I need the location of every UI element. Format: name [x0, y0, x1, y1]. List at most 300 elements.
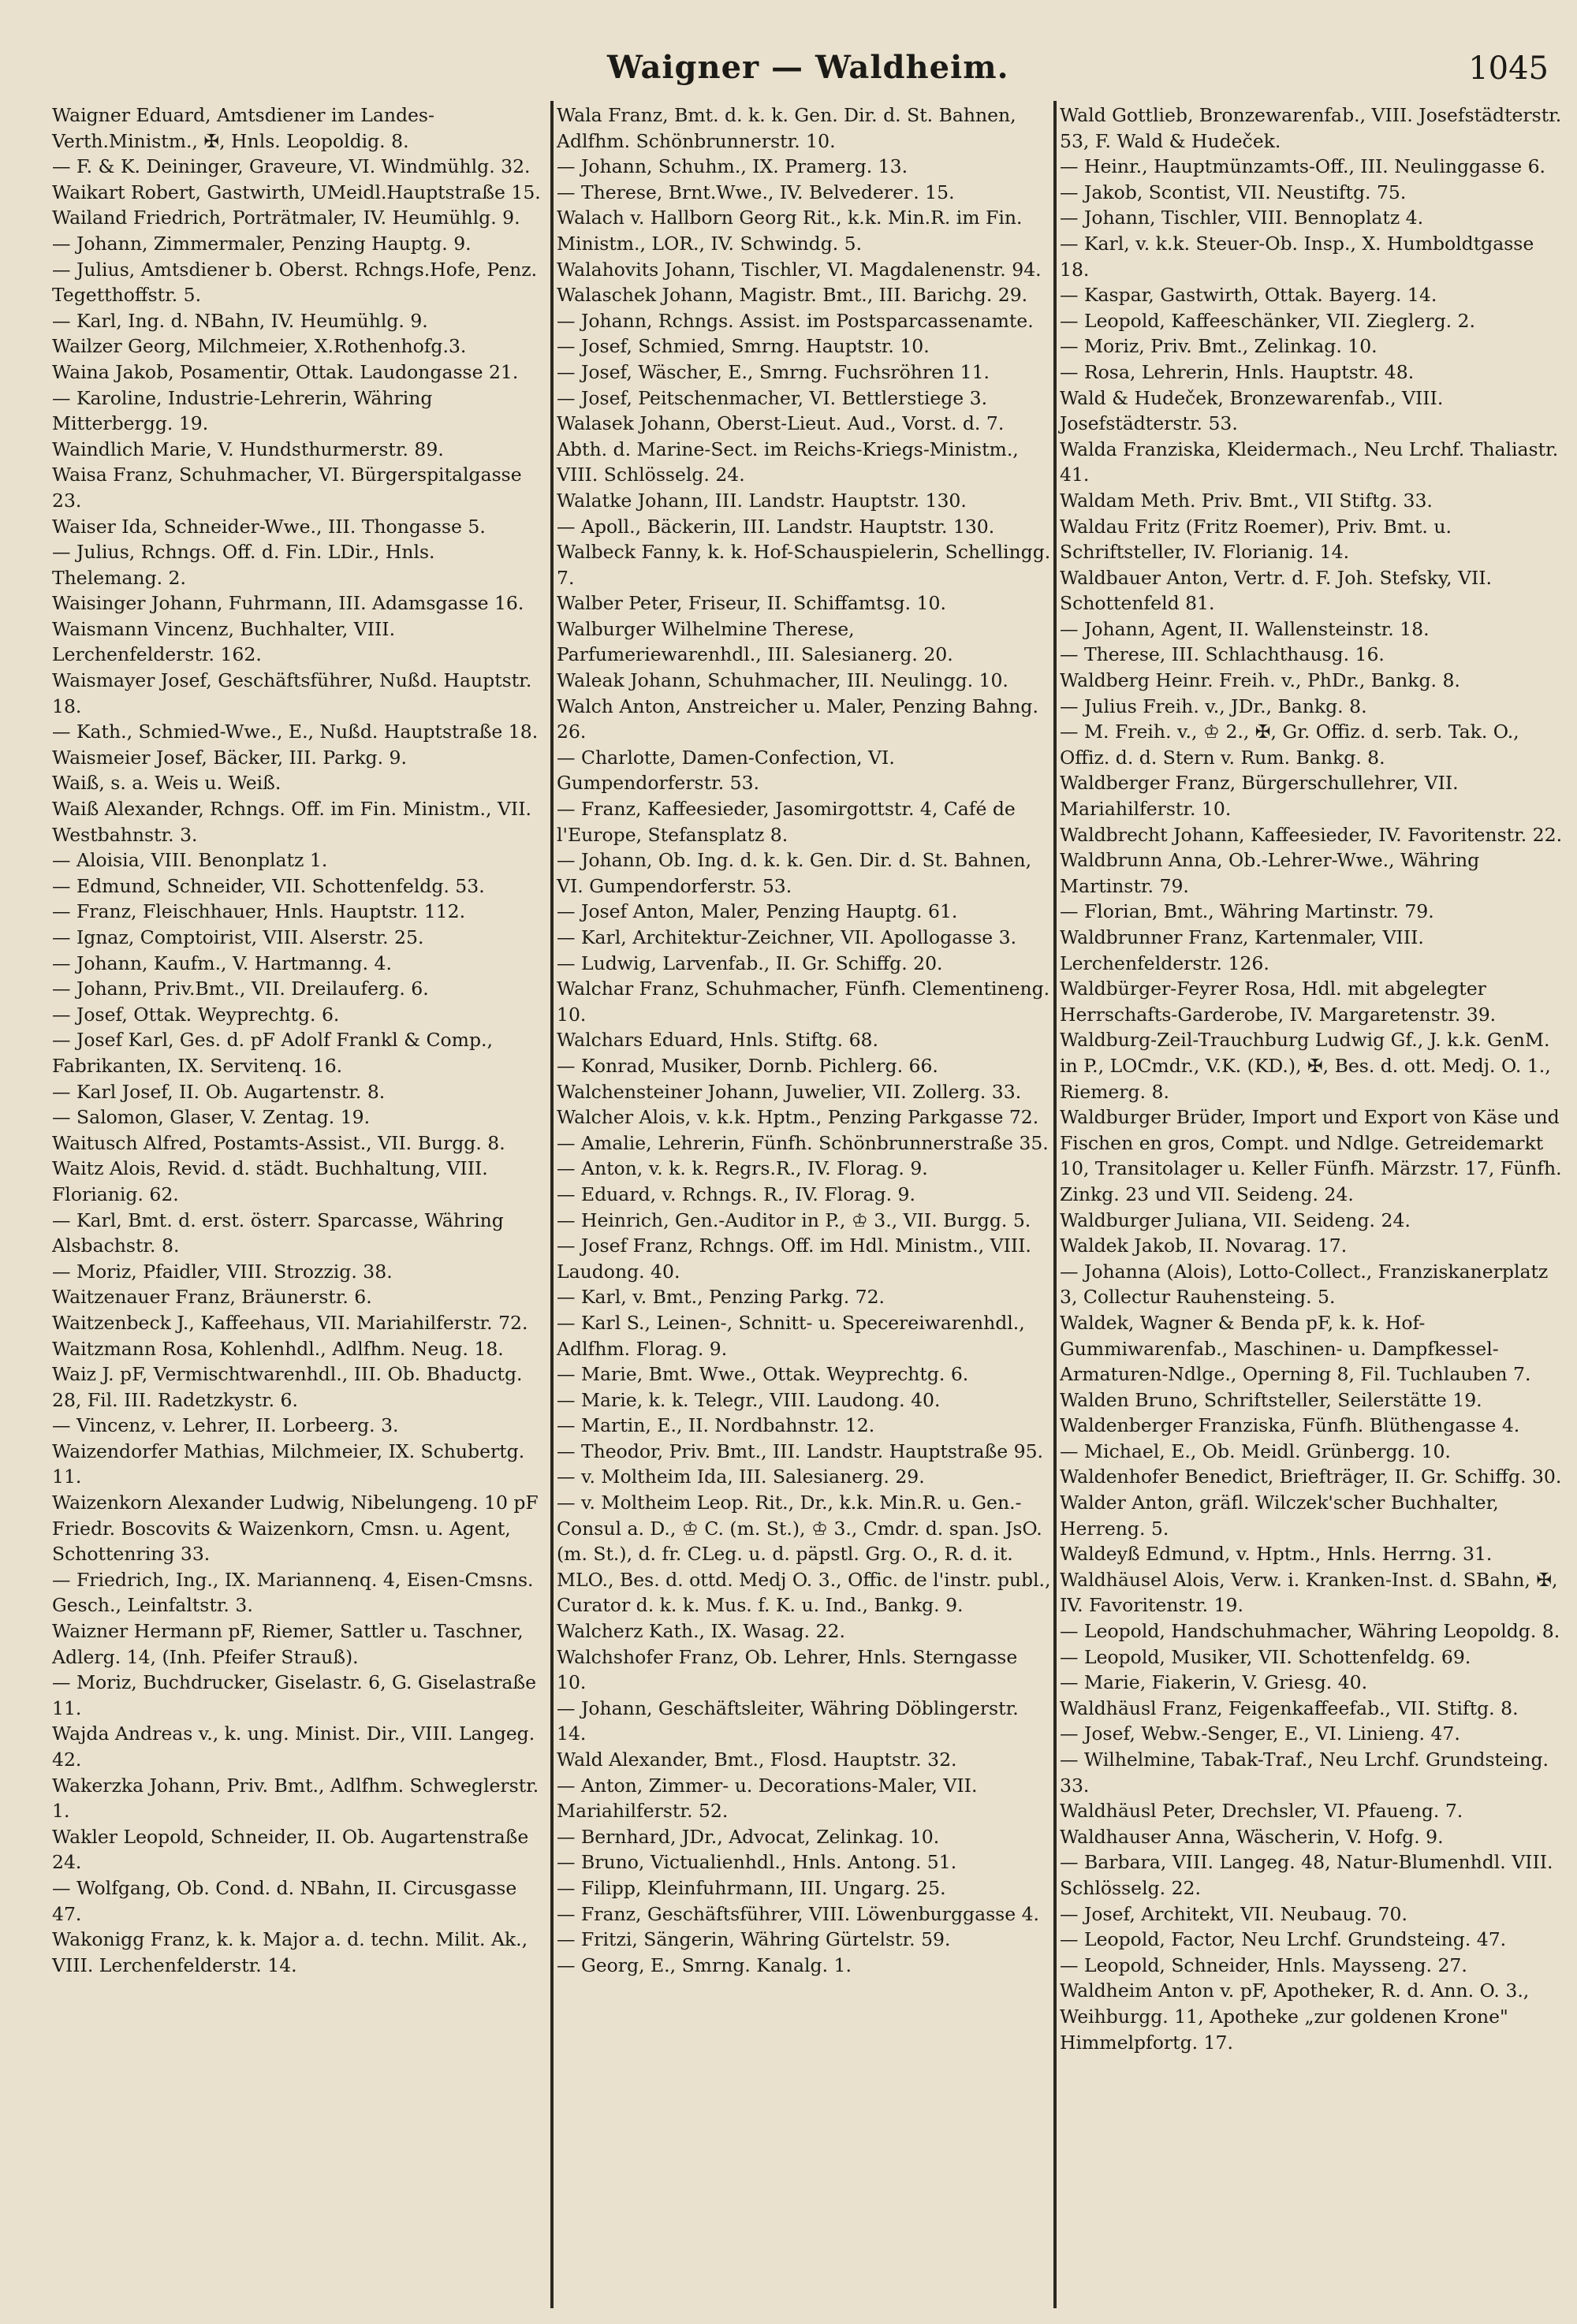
directory-entry [557, 154, 1052, 180]
entry-text: Walbeck Fanny, k. k. Hof-Schauspielerin, Schellingg. 7. [557, 541, 1057, 589]
directory-entry [557, 282, 1052, 308]
directory-entry [557, 590, 1052, 616]
directory-entry [52, 1875, 550, 1927]
directory-entry [52, 102, 550, 154]
entry-text: — Therese, Brnt.Wwe., IV. Belvederег. 15. [557, 181, 955, 203]
entry-text: — Johann, Tischler, VIII. Bennoplatz 4. [1060, 207, 1424, 229]
directory-entry [52, 1027, 550, 1078]
entry-text: — Moriz, Pfaidler, VIII. Strozzig. 38. [52, 1260, 393, 1283]
entry-text: — Martin, E., II. Nordbahnstr. 12. [557, 1414, 875, 1437]
column-divider [1053, 101, 1057, 2308]
entry-text: Waldhauser Anna, Wäscherin, V. Hofg. 9. [1060, 1825, 1444, 1848]
directory-entry [557, 1233, 1052, 1284]
directory-entry [557, 1104, 1052, 1130]
directory-entry [1060, 1901, 1568, 1927]
entry-text: — Filipp, Kleinfuhrmann, III. Ungarg. 25. [557, 1876, 946, 1899]
directory-entry [52, 925, 550, 951]
directory-entry [1060, 925, 1568, 976]
entry-text: Waisa Franz, Schuhmacher, VI. Bürgerspitalgasse 23. [52, 464, 528, 512]
entry-text: — Anton, v. k. k. Regrs.R., IV. Florag. 9. [557, 1157, 928, 1180]
directory-entry [52, 1002, 550, 1028]
directory-entry [1060, 1413, 1568, 1439]
entry-text: — Konrad, Musiker, Dornb. Pichlerg. 66. [557, 1054, 938, 1077]
entry-text: — Ludwig, Larvenfab., II. Gr. Schiffg. 20. [557, 952, 943, 974]
entry-text: — v. Moltheim Leop. Rit., Dr., k.k. Min.R. u. Gen.-Consul a. D., ♔ C. (m. St.), ♔ 3., Cmdr. d. span. JsO. (m. St.), d. fr. CLeg. u. d. päpstl. Grg. O., R. d. it. MLO., Bes. d. ottd. Medj O. 3., Offic. de l'instr. publ., Curator d. k. k. Mus. f. K. u. Ind., Bankg. 9. [557, 1492, 1057, 1617]
directory-entry [1060, 1208, 1568, 1234]
entry-text: — Fritzi, Sängerin, Währing Gürtelstr. 59. [557, 1928, 951, 1951]
entry-text: Waizner Hermann pF, Riemer, Sattler u. Taschner, Adlerg. 14, (Inh. Pfeifer Strauß). [52, 1620, 530, 1668]
directory-entry [52, 1284, 550, 1310]
entry-text: — Johann, Priv.Bmt., VII. Dreilauferg. 6. [52, 978, 429, 1000]
directory-entry [52, 1670, 550, 1721]
entry-text: Waisinger Johann, Fuhrmann, III. Adamsgasse 16. [52, 592, 524, 615]
entry-text: — Jakob, Scontist, VII. Neustiftg. 75. [1060, 181, 1407, 203]
entry-text: — Karl, v. k.k. Steuer-Ob. Insp., X. Humboldtgasse 18. [1060, 232, 1540, 281]
directory-entry [557, 668, 1052, 694]
directory-entry [557, 1284, 1052, 1310]
entry-text: Waitzenbeck J., Kaffeehaus, VII. Mariahilferstr. 72. [52, 1311, 528, 1334]
entry-text: Waldeyß Edmund, v. Hptm., Hnls. Herrng. 31. [1060, 1543, 1493, 1566]
entry-text: Wakonigg Franz, k. k. Major a. d. techn. Milit. Ak., VIII. Lerchenfelderstr. 14. [52, 1928, 534, 1976]
directory-entry [52, 1361, 550, 1413]
directory-entry [52, 333, 550, 359]
entry-text: — Johann, Agent, II. Wallensteinstr. 18. [1060, 617, 1430, 640]
directory-entry [557, 539, 1057, 590]
directory-entry [1060, 1490, 1568, 1541]
entry-text: — Josef Anton, Maler, Penzing Hauptg. 61. [557, 900, 958, 923]
directory-entry [557, 925, 1052, 951]
entry-text: — Leopold, Handschuhmacher, Währing Leopoldg. 8. [1060, 1620, 1560, 1643]
entry-text: — Leopold, Kaffeeschänker, VII. Zieglerg. 2. [1060, 309, 1475, 332]
entry-text: — Karl, Ing. d. NBahn, IV. Heumühlg. 9. [52, 309, 428, 332]
entry-text: — Wolfgang, Ob. Cond. d. NBahn, II. Circusgasse 47. [52, 1876, 523, 1925]
entry-text: Wailzer Georg, Milchmeier, X.Rothenhofg.3. [52, 335, 467, 358]
entry-text: — Leopold, Schneider, Hnls. Maysseng. 27. [1060, 1953, 1467, 1976]
entry-text: Walcher Alois, v. k.k. Hptm., Penzing Parkgasse 72. [557, 1106, 1039, 1129]
entry-text: — Johann, Ob. Ing. d. k. k. Gen. Dir. d. St. Bahnen, VI. Gumpendorferstr. 53. [557, 849, 1038, 897]
entry-text: — Josef, Peitschenmacher, VI. Bettlerstiege 3. [557, 386, 988, 409]
entry-text: — Julius, Rchngs. Off. d. Fin. LDir., Hnls. Thelemang. 2. [52, 541, 441, 589]
directory-entry [52, 359, 550, 385]
entry-text: Walcherz Kath., IX. Wasag. 22. [557, 1620, 845, 1643]
directory-entry [557, 1824, 1052, 1850]
entry-text: — v. Moltheim Ida, III. Salesianerg. 29. [557, 1466, 925, 1488]
entry-text: Waldhäusel Alois, Verw. i. Kranken-Inst. d. SBahn, ✠, IV. Favoritenstr. 19. [1060, 1568, 1564, 1617]
page-number: 1045 [1468, 50, 1549, 87]
entry-text: Walatke Johann, III. Landstr. Hauptstr. 130. [557, 489, 967, 512]
entry-text: Wajda Andreas v., k. ung. Minist. Dir., VIII. Langeg. 42. [52, 1723, 541, 1771]
entry-text: — Michael, E., Ob. Meidl. Grünbergg. 10. [1060, 1439, 1451, 1462]
entry-text: — Leopold, Musiker, VII. Schottenfeldg. 69. [1060, 1645, 1471, 1668]
directory-entry [1060, 770, 1568, 821]
directory-entry [557, 1387, 1052, 1413]
entry-text: — Karoline, Industrie-Lehrerin, Währing Mitterbergg. 19. [52, 386, 438, 435]
entry-text: Waldam Meth. Priv. Bmt., VII Stiftg. 33. [1060, 489, 1433, 512]
entry-text: — Moriz, Priv. Bmt., Zelinkag. 10. [1060, 335, 1378, 358]
entry-text: Waldheim Anton v. pF, Apotheker, R. d. Ann. O. 3., Weihburgg. 11, Apotheke „zur goldenen Krone" Himmelpfortg. 17. [1060, 1979, 1535, 2054]
directory-entry [52, 1618, 550, 1670]
directory-entry [1060, 616, 1568, 642]
directory-entry [52, 847, 550, 873]
entry-text: Walder Anton, gräfl. Wilczek'scher Buchhalter, Herreng. 5. [1060, 1492, 1505, 1540]
entry-text: Wald Gottlieb, Bronzewarenfab., VIII. Josefstädterstr. 53, F. Wald & Hudeček. [1060, 104, 1568, 152]
directory-entry [557, 1464, 1052, 1490]
entry-text: Waismeier Josef, Bäcker, III. Parkg. 9. [52, 746, 407, 769]
directory-entry [1060, 488, 1568, 514]
directory-entry [1060, 180, 1568, 206]
entry-text: Waldberger Franz, Bürgerschullehrer, VII. Mariahilferstr. 10. [1060, 772, 1465, 821]
entry-text: — Franz, Fleischhauer, Hnls. Hauptstr. 112. [52, 900, 466, 923]
entry-text: Walchensteiner Johann, Juwelier, VII. Zollerg. 33. [557, 1080, 1022, 1103]
entry-text: — Josef, Webw.-Senger, E., VI. Linieng. 47. [1060, 1723, 1460, 1745]
entry-text: — Aloisia, VIII. Benonplatz 1. [52, 849, 328, 872]
running-title: Waigner — Waldheim. [607, 49, 1009, 86]
directory-entry [1060, 1439, 1568, 1465]
directory-entry [1060, 1849, 1568, 1901]
entry-text: Waldbrunner Franz, Kartenmaler, VIII. Lerchenfelderstr. 126. [1060, 926, 1430, 974]
entry-text: Walburger Wilhelmine Therese, Parfumeriewarenhdl., III. Salesianerg. 20. [557, 617, 953, 666]
directory-entry [557, 1618, 1052, 1644]
directory-entry [1060, 1696, 1568, 1722]
entry-text: — Bernhard, JDr., Advocat, Zelinkag. 10. [557, 1825, 940, 1848]
directory-entry [52, 1130, 550, 1156]
entry-text: — Josef, Wäscher, E., Smrng. Fuchsröhren 11. [557, 360, 990, 383]
entry-text: — Karl, Bmt. d. erst. österr. Sparcasse, Währing Alsbachstr. 8. [52, 1209, 510, 1257]
directory-entry [557, 1027, 1052, 1053]
entry-text: — Johann, Zimmermaler, Penzing Hauptg. 9. [52, 232, 472, 255]
directory-entry [52, 1413, 550, 1439]
entry-text: Waldhäusl Franz, Feigenkaffeefab., VII. Stiftg. 8. [1060, 1696, 1519, 1719]
directory-entry [557, 694, 1052, 745]
directory-entry [1060, 1541, 1568, 1567]
entry-text: Waitzenauer Franz, Bräunerstr. 6. [52, 1286, 372, 1309]
directory-entry [557, 1875, 1052, 1901]
directory-entry [1060, 1567, 1568, 1618]
entry-text: — Bruno, Victualienhdl., Hnls. Antong. 51. [557, 1851, 957, 1874]
entry-text: Wakerzka Johann, Priv. Bmt., Adlfhm. Schweglerstr. 1. [52, 1774, 545, 1823]
entry-text: — Charlotte, Damen-Confection, VI. Gumpendorferstr. 53. [557, 746, 901, 795]
entry-text: Waindlich Marie, V. Hundsthurmerstr. 89. [52, 438, 444, 460]
column-3 [1060, 102, 1568, 2310]
directory-entry [52, 180, 550, 206]
directory-entry [557, 1773, 1052, 1824]
entry-text: Waldenberger Franziska, Fünfh. Blüthengasse 4. [1060, 1414, 1520, 1437]
directory-entry [52, 462, 550, 513]
directory-entry [52, 514, 550, 540]
entry-text: Waiß Alexander, Rchngs. Off. im Fin. Ministm., VII. Westbahnstr. 3. [52, 798, 538, 846]
entry-text: — Josef, Architekt, VII. Neubaug. 70. [1060, 1902, 1407, 1925]
directory-entry [52, 1156, 550, 1207]
directory-entry [52, 745, 550, 771]
column-divider [550, 101, 554, 2308]
entry-text: — Karl S., Leinen-, Schnitt- u. Specereiwarenhdl., Adlfhm. Florag. 9. [557, 1311, 1031, 1360]
directory-entry [557, 257, 1052, 283]
entry-text: — Marie, k. k. Telegr., VIII. Laudong. 40. [557, 1388, 941, 1411]
directory-entry [1060, 1721, 1568, 1747]
entry-text: Wailand Friedrich, Porträtmaler, IV. Heumühlg. 9. [52, 207, 520, 229]
entry-text: — Theodor, Priv. Bmt., III. Landstr. Hauptstraße 95. [557, 1439, 1044, 1462]
directory-entry [557, 1079, 1052, 1105]
entry-text: — Barbara, VIII. Langeg. 48, Natur-Blumenhdl. VIII. Schlösselg. 22. [1060, 1851, 1559, 1899]
directory-entry [1060, 565, 1568, 616]
directory-entry [1060, 694, 1568, 720]
directory-entry [1060, 1310, 1568, 1387]
entry-text: Wald & Hudeček, Bronzewarenfab., VIII. Josefstädterstr. 53. [1060, 386, 1449, 435]
column-2 [557, 102, 1057, 2310]
entry-text: Waikart Robert, Gastwirth, UMeidl.Hauptstraße 15. [52, 181, 541, 203]
directory-entry [1060, 1747, 1568, 1798]
entry-text: — Rosa, Lehrerin, Hnls. Hauptstr. 48. [1060, 360, 1415, 383]
entry-text: Waizenkorn Alexander Ludwig, Nibelungeng. 10 pF Friedr. Boscovits & Waizenkorn, Cmsn. u. Agent, Schottenring 33. [52, 1492, 545, 1566]
entry-text: Waismann Vincenz, Buchhalter, VIII. Lerchenfelderstr. 162. [52, 617, 401, 666]
entry-text: — M. Freih. v., ♔ 2., ✠, Gr. Offiz. d. serb. Tak. O., Offiz. d. d. Stern v. Rum. Bankg. 8. [1060, 721, 1526, 769]
entry-text: Waldberg Heinr. Freih. v., PhDr., Bankg. 8. [1060, 669, 1460, 692]
entry-text: — Johann, Kaufm., V. Hartmanng. 4. [52, 952, 392, 974]
entry-text: — Apoll., Bäckerin, III. Landstr. Hauptstr. 130. [557, 515, 995, 538]
directory-entry [1060, 1824, 1568, 1850]
directory-entry [1060, 205, 1568, 231]
directory-entry [557, 1953, 1052, 1979]
page-header [0, 49, 1577, 96]
entry-text: Walasek Johann, Oberst-Lieut. Aud., Vorst. d. 7. Abth. d. Marine-Sect. im Reichs-Kriegs-Ministm., VIII. Schlösselg. 24. [557, 412, 1025, 486]
directory-entry [52, 1567, 550, 1618]
entry-text: Waizendorfer Mathias, Milchmeier, IX. Schubertg. 11. [52, 1439, 531, 1488]
directory-entry [1060, 1644, 1568, 1670]
directory-entry [52, 154, 550, 180]
entry-text: Walahovits Johann, Tischler, VI. Magdalenenstr. 94. [557, 258, 1042, 281]
entry-text: — Ignaz, Comptoirist, VIII. Alserstr. 25. [52, 926, 424, 948]
directory-entry [52, 1927, 550, 1978]
entry-text: Waldbürger-Feyrer Rosa, Hdl. mit abgelegter Herrschafts-Garderobe, IV. Margaretenstr. 39. [1060, 978, 1497, 1026]
entry-text: Waldburger Juliana, VII. Seideng. 24. [1060, 1209, 1411, 1231]
directory-entry [1060, 1618, 1568, 1644]
entry-text: Waldek, Wagner & Benda pF, k. k. Hof-Gummiwarenfab., Maschinen- u. Dampfkessel-Armaturen-Ndlge., Operning 8, Fil. Tuchlauben 7. [1060, 1311, 1531, 1386]
entry-text: — Moriz, Buchdrucker, Giselastr. 6, G. Giselastraße 11. [52, 1671, 542, 1719]
directory-entry [557, 205, 1052, 256]
directory-entry [52, 1310, 550, 1336]
directory-entry [1060, 308, 1568, 334]
entry-text: — Karl Josef, II. Ob. Augartenstr. 8. [52, 1080, 386, 1103]
entry-text: Waigner Eduard, Amtsdiener im Landes-Verth.Ministm., ✠, Hnls. Leopoldig. 8. [52, 104, 434, 152]
directory-entry [557, 385, 1052, 412]
directory-entry [1060, 847, 1568, 899]
directory-entry [557, 411, 1052, 488]
directory-entry [557, 796, 1052, 847]
directory-entry [557, 1490, 1057, 1618]
directory-entry [52, 976, 550, 1002]
directory-entry [52, 951, 550, 977]
entry-text: — Amalie, Lehrerin, Fünfh. Schönbrunnerstraße 35. [557, 1131, 1049, 1154]
directory-entry [1060, 668, 1568, 694]
entry-text: Walden Bruno, Schriftsteller, Seilerstätte 19. [1060, 1388, 1482, 1411]
directory-entry [557, 1182, 1052, 1208]
entry-text: Walchars Eduard, Hnls. Stiftg. 68. [557, 1029, 878, 1052]
directory-entry [52, 257, 550, 308]
directory-entry [52, 1824, 550, 1875]
directory-entry [52, 770, 550, 796]
directory-entry [1060, 1027, 1568, 1104]
directory-entry [52, 668, 550, 719]
entry-text: Waiß, s. a. Weis u. Weiß. [52, 772, 281, 795]
entry-text: — Kath., Schmied-Wwe., E., Nußd. Hauptstraße 18. [52, 721, 539, 743]
entry-text: Waiz J. pF, Vermischtwarenhdl., III. Ob. Bhaductg. 28, Fil. III. Radetzkystr. 6. [52, 1363, 528, 1411]
directory-entry [52, 539, 550, 590]
entry-text: — Kaspar, Gastwirth, Ottak. Bayerg. 14. [1060, 284, 1437, 307]
directory-entry [52, 1773, 550, 1824]
directory-entry [557, 1696, 1052, 1747]
directory-entry [1060, 282, 1568, 308]
directory-entry [1060, 1464, 1568, 1490]
directory-entry [52, 205, 550, 231]
directory-entry [557, 180, 1052, 206]
directory-entry [1060, 899, 1568, 925]
entry-text: — Franz, Kaffeesieder, Jasomirgottstr. 4, Café de l'Europe, Stefansplatz 8. [557, 798, 1022, 846]
entry-text: — Karl, Architektur-Zeichner, VII. Apollogasse 3. [557, 926, 1017, 948]
directory-entry [52, 231, 550, 257]
directory-entry [52, 796, 550, 847]
entry-text: — Heinr., Hauptmünzamts-Off., III. Neulinggasse 6. [1060, 155, 1545, 178]
directory-entry [52, 1490, 550, 1567]
entry-text: — Marie, Fiakerin, V. Griesg. 40. [1060, 1671, 1368, 1694]
directory-entry [52, 1104, 550, 1130]
entry-text: — Friedrich, Ing., IX. Mariannenq. 4, Eisen-Cmsns. Gesch., Leinfaltstr. 3. [52, 1568, 539, 1617]
directory-entry [557, 333, 1052, 359]
directory-entry [1060, 1387, 1568, 1413]
directory-entry [557, 745, 1052, 796]
directory-entry [557, 847, 1052, 899]
directory-entry [52, 873, 550, 899]
directory-entry [1060, 1798, 1568, 1824]
directory-entry [52, 1439, 550, 1490]
directory-entry [1060, 385, 1568, 437]
directory-entry [1060, 976, 1568, 1027]
directory-entry [52, 437, 550, 463]
directory-entry [557, 616, 1052, 668]
entry-text: — Josef, Schmied, Smrng. Hauptstr. 10. [557, 335, 930, 358]
directory-entry [557, 976, 1056, 1027]
directory-entry [1060, 154, 1568, 180]
entry-text: — Julius Freih. v., JDr., Bankg. 8. [1060, 695, 1367, 717]
entry-text: Walchshofer Franz, Ob. Lehrer, Hnls. Sterngasse 10. [557, 1645, 1023, 1694]
directory-entry [557, 1053, 1052, 1079]
directory-entry [1060, 437, 1568, 488]
entry-text: — Johann, Geschäftsleiter, Währing Döblingerstr. 14. [557, 1696, 1025, 1745]
directory-entry [1060, 102, 1568, 154]
entry-text: Walaschek Johann, Magistr. Bmt., III. Barichg. 29. [557, 284, 1028, 307]
entry-text: Walach v. Hallborn Georg Rit., k.k. Min.R. im Fin. Ministm., LOR., IV. Schwindg. 5. [557, 207, 1028, 255]
directory-entry [557, 1644, 1052, 1696]
directory-entry [557, 1927, 1052, 1953]
directory-entry [557, 899, 1052, 925]
directory-entry [557, 359, 1052, 385]
entry-text: — Josef Franz, Rchngs. Off. im Hdl. Ministm., VIII. Laudong. 40. [557, 1235, 1038, 1283]
entry-text: Waldbrecht Johann, Kaffeesieder, IV. Favoritenstr. 22. [1060, 823, 1563, 846]
directory-entry [1060, 514, 1568, 565]
entry-text: Waldek Jakob, II. Novarag. 17. [1060, 1235, 1348, 1257]
entry-text: — Karl, v. Bmt., Penzing Parkg. 72. [557, 1286, 885, 1309]
directory-entry [557, 1156, 1052, 1182]
entry-text: — Vincenz, v. Lehrer, II. Lorbeerg. 3. [52, 1414, 399, 1437]
directory-entry [52, 308, 550, 334]
entry-text: Walch Anton, Anstreicher u. Maler, Penzing Bahng. 26. [557, 695, 1045, 743]
directory-entry [557, 1439, 1052, 1465]
directory-entry [557, 308, 1052, 334]
entry-text: — Johanna (Alois), Lotto-Collect., Franziskanerplatz 3, Collectur Rauhensteing. 5. [1060, 1260, 1554, 1309]
directory-entry [1060, 1978, 1568, 2055]
entry-text: — F. & K. Deininger, Graveure, VI. Windmühlg. 32. [52, 155, 531, 178]
directory-entry [52, 385, 550, 437]
directory-entry [1060, 333, 1568, 359]
entry-text: Waitz Alois, Revid. d. städt. Buchhaltung, VIII. Florianig. 62. [52, 1157, 494, 1205]
entry-text: — Johann, Rchngs. Assist. im Postsparcassenamte. [557, 309, 1034, 332]
entry-text: Waldburger Brüder, Import und Export von Käse und Fischen en gros, Compt. und Ndlge. Getreidemarkt 10, Transitolager u. Keller Fünfh. Märzstr. 17, Fünfh. Zinkg. 23 und VII. Seideng. 24. [1060, 1106, 1568, 1205]
entry-text: — Edmund, Schneider, VII. Schottenfeldg. 53. [52, 874, 485, 897]
directory-entry [1060, 231, 1568, 282]
directory-entry [1060, 1927, 1568, 1953]
entry-text: — Florian, Bmt., Währing Martinstr. 79. [1060, 900, 1434, 923]
directory-entry [52, 719, 550, 745]
entry-text: Waldbrunn Anna, Ob.-Lehrer-Wwe., Währing Martinstr. 79. [1060, 849, 1486, 897]
entry-text: — Therese, III. Schlachthausg. 16. [1060, 643, 1385, 666]
directory-entry [1060, 359, 1568, 385]
directory-entry [557, 1413, 1052, 1439]
directory-entry [1060, 719, 1568, 770]
entry-text: Walda Franziska, Kleidermach., Neu Lrchf. Thaliastr. 41. [1060, 438, 1564, 486]
directory-entry [557, 1361, 1052, 1387]
entry-text: Waldau Fritz (Fritz Roemer), Priv. Bmt. u. Schriftsteller, IV. Florianig. 14. [1060, 515, 1458, 564]
directory-entry [1060, 1233, 1568, 1259]
entry-text: — Josef Karl, Ges. d. pF Adolf Frankl & Comp., Fabrikanten, IX. Servitenq. 16. [52, 1029, 499, 1077]
directory-entry [52, 1721, 550, 1772]
entry-text: Waitusch Alfred, Postamts-Assist., VII. Burgg. 8. [52, 1131, 505, 1154]
entry-text: — Heinrich, Gen.-Auditor in P., ♔ 3., VII. Burgg. 5. [557, 1209, 1031, 1231]
directory-entry [557, 1901, 1052, 1927]
directory-entry [52, 590, 550, 616]
entry-text: — Wilhelmine, Tabak-Traf., Neu Lrchf. Grundsteing. 33. [1060, 1749, 1555, 1797]
directory-entry [52, 899, 550, 925]
entry-text: — Julius, Amtsdiener b. Oberst. Rchngs.Hofe, Penz. Tegetthoffstr. 5. [52, 258, 543, 307]
directory-entry [557, 951, 1052, 977]
directory-entry [557, 1310, 1052, 1361]
directory-entry [52, 616, 550, 668]
entry-text: — Anton, Zimmer- u. Decorations-Maler, VII. Mariahilferstr. 52. [557, 1774, 983, 1823]
entry-text: — Salomon, Glaser, V. Zentag. 19. [52, 1106, 371, 1129]
directory-entry [557, 1747, 1052, 1773]
directory-entry [52, 1336, 550, 1362]
directory-entry [557, 1130, 1052, 1156]
entry-text: Wala Franz, Bmt. d. k. k. Gen. Dir. d. St. Bahnen, Adlfhm. Schönbrunnerstr. 10. [557, 104, 1023, 152]
directory-entry [1060, 642, 1568, 668]
directory-entry [1060, 1670, 1568, 1696]
entry-text: — Josef, Ottak. Weyprechtg. 6. [52, 1003, 340, 1026]
entry-text: — Johann, Schuhm., IX. Pramerg. 13. [557, 155, 908, 178]
directory-entry [557, 102, 1052, 154]
directory-entry [1060, 822, 1568, 848]
entry-text: Walber Peter, Friseur, II. Schiffamtsg. 10. [557, 592, 946, 615]
entry-text: Wakler Leopold, Schneider, II. Ob. Augartenstraße 24. [52, 1825, 535, 1874]
entry-text: Waldburg-Zeil-Trauchburg Ludwig Gf., J. k.k. GenM. in P., LOCmdr., V.K. (KD.), ✠, Bes. d. ott. Medj. O. 1., Riemerg. 8. [1060, 1029, 1557, 1103]
directory-entry [52, 1208, 550, 1259]
directory-entry [557, 1208, 1052, 1234]
entry-text: Waldbauer Anton, Vertr. d. F. Joh. Stefsky, VII. Schottenfeld 81. [1060, 566, 1498, 615]
directory-entry [557, 1849, 1052, 1875]
entry-text: Waiser Ida, Schneider-Wwe., III. Thongasse 5. [52, 515, 486, 538]
entry-text: — Franz, Geschäftsführer, VIII. Löwenburggasse 4. [557, 1902, 1040, 1925]
entry-text: Wald Alexander, Bmt., Flosd. Hauptstr. 32. [557, 1749, 957, 1771]
entry-text: — Georg, E., Smrng. Kanalg. 1. [557, 1953, 852, 1976]
entry-text: — Marie, Bmt. Wwe., Ottak. Weyprechtg. 6. [557, 1363, 969, 1386]
entry-text: Waldhäusl Peter, Drechsler, VI. Pfaueng. 7. [1060, 1800, 1463, 1823]
